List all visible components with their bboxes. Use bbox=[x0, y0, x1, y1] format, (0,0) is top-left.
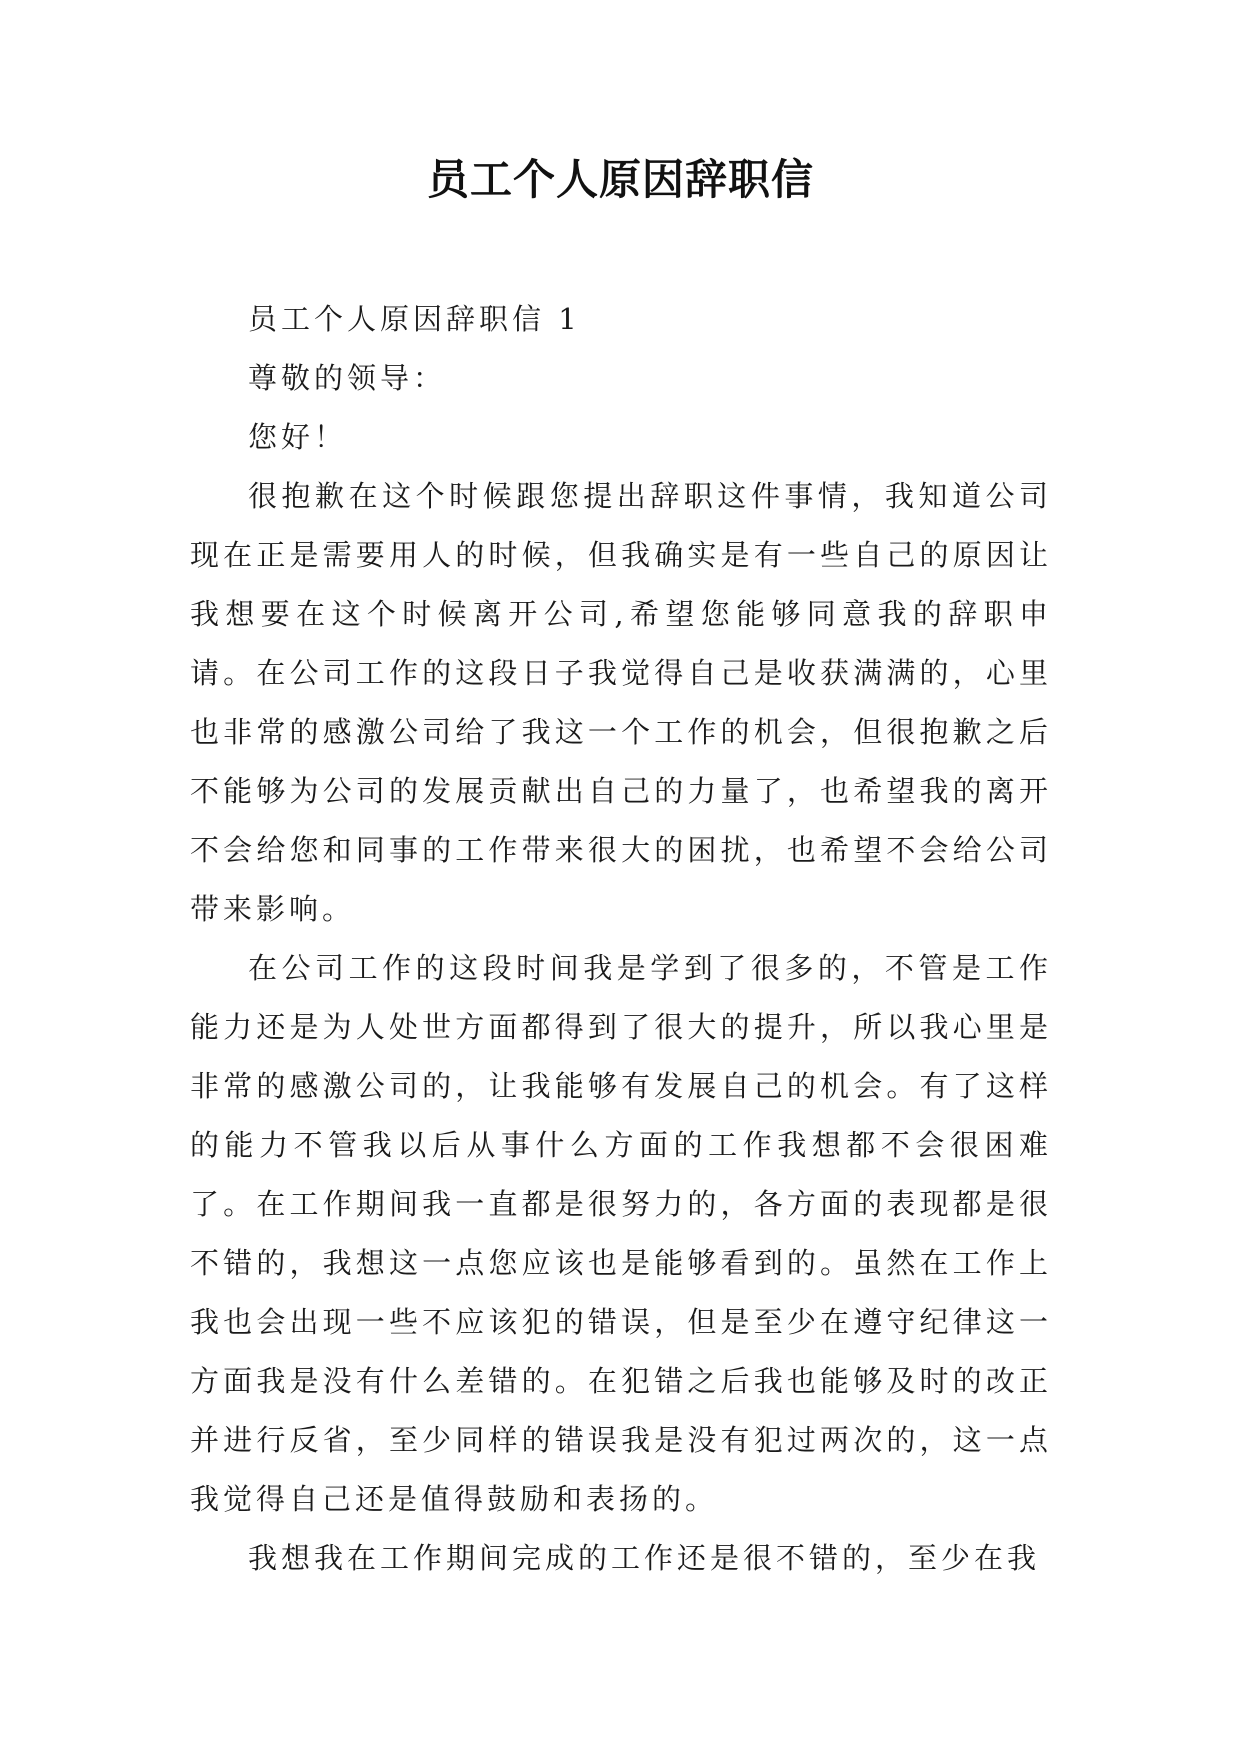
salutation: 尊敬的领导： bbox=[248, 361, 447, 395]
document-body bbox=[190, 290, 1052, 1588]
greeting: 您好！ bbox=[248, 420, 348, 454]
paragraph: 我想我在工作期间完成的工作还是很不错的，至少在我 bbox=[248, 1541, 1041, 1575]
document-title: 员工个人原因辞职信 bbox=[426, 155, 814, 204]
paragraph: 很抱歉在这个时候跟您提出辞职这件事情，我知道公司现在正是需要用人的时候，但我确实是有一些自己的原因让我想要在这个时候离开公司,希望您能够同意我的辞职申请。在公司工作的这段日子我觉得自己是收获满满的，心里也非常的感激公司给了我这一个工作的机会，但很抱歉之后不能够为公司的发展贡献出自己的力量了，也希望我的离开不会给您和同事的工作带来很大的困扰，也希望不会给公司带来影响。 bbox=[190, 479, 1052, 926]
section-heading: 员工个人原因辞职信 1 bbox=[248, 302, 581, 336]
paragraph: 在公司工作的这段时间我是学到了很多的，不管是工作能力还是为人处世方面都得到了很大的提升，所以我心里是非常的感激公司的，让我能够有发展自己的机会。有了这样的能力不管我以后从事什么方面的工作我想都不会很困难了。在工作期间我一直都是很努力的，各方面的表现都是很不错的，我想这一点您应该也是能够看到的。虽然在工作上我也会出现一些不应该犯的错误，但是至少在遵守纪律这一方面我是没有什么差错的。在犯错之后我也能够及时的改正并进行反省，至少同样的错误我是没有犯过两次的，这一点我觉得自己还是值得鼓励和表扬的。 bbox=[190, 951, 1052, 1516]
